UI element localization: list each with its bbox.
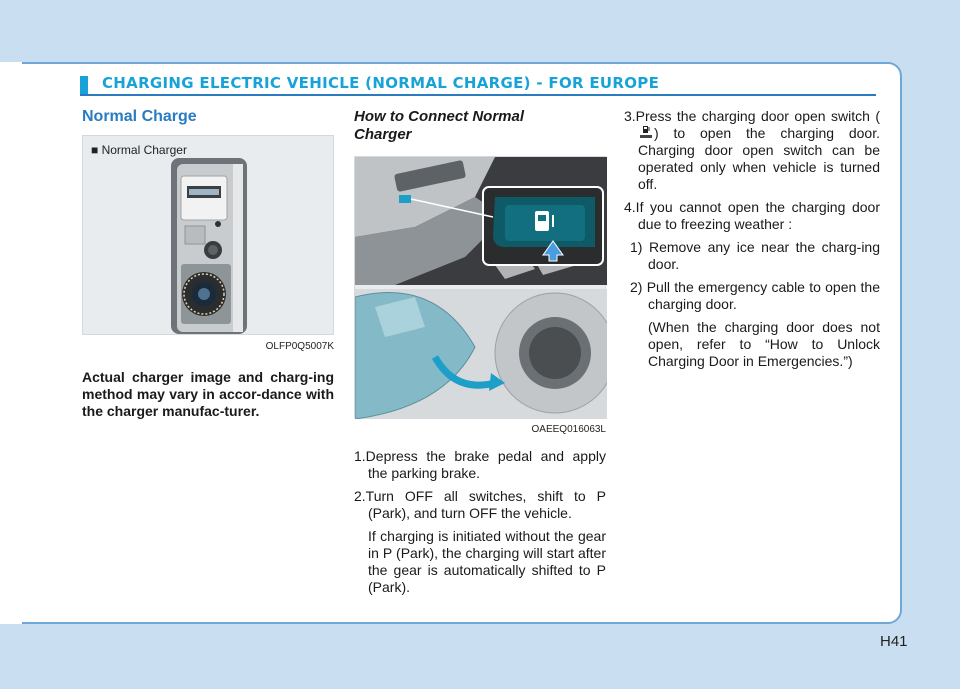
- step-1: 1.Depress the brake pedal and apply the parking brake.: [354, 448, 606, 481]
- page-number: H41: [880, 633, 908, 650]
- substep-note: (When the charging door does not open, refer to “How to Unlock Charging Door in Emergencies.”): [648, 319, 880, 369]
- normal-charge-heading: Normal Charge: [82, 108, 197, 125]
- steps-list: [354, 448, 606, 596]
- header-accent-bar: [80, 76, 88, 94]
- figure-caption: ■ Normal Charger: [91, 143, 187, 157]
- step-4: 4.If you cannot open the charging door due to freezing weather :: [624, 199, 880, 232]
- section-header: [80, 74, 876, 96]
- normal-charger-figure: [82, 135, 334, 335]
- step-3: 3.Press the charging door open switch () to open the charging door. Charging door open switch can be operated only when vehicle is turned off.: [624, 108, 880, 192]
- substep-2: 2) Pull the emergency cable to open the charging door.: [630, 279, 880, 312]
- charger-note: Actual charger image and charg-ing method may vary in accor-dance with the charger manufac-turer.: [82, 369, 334, 419]
- column-middle: [354, 108, 606, 602]
- column-right: [624, 108, 880, 370]
- figure-code: OLFP0Q5007K: [265, 341, 334, 352]
- page-margin: [0, 62, 22, 624]
- figure-code: OAEEQ016063L: [531, 424, 606, 435]
- substep-1: 1) Remove any ice near the charg-ing door.: [630, 239, 880, 272]
- charging-door-switch-icon: [355, 157, 607, 419]
- charging-door-figure: [354, 156, 606, 418]
- connect-charger-heading: How to Connect Normal Charger: [354, 108, 525, 143]
- normal-charger-icon: [83, 136, 333, 336]
- column-left: [82, 108, 334, 420]
- step-2-note: If charging is initiated without the gear in P (Park), the charging will start after the gear is automatically shifted to P (Park).: [368, 528, 606, 595]
- section-title: CHARGING ELECTRIC VEHICLE (NORMAL CHARGE) - FOR EUROPE: [102, 74, 660, 92]
- charging-door-switch-icon: [639, 125, 653, 140]
- step-2: 2.Turn OFF all switches, shift to P (Park), and turn OFF the vehicle.: [354, 488, 606, 521]
